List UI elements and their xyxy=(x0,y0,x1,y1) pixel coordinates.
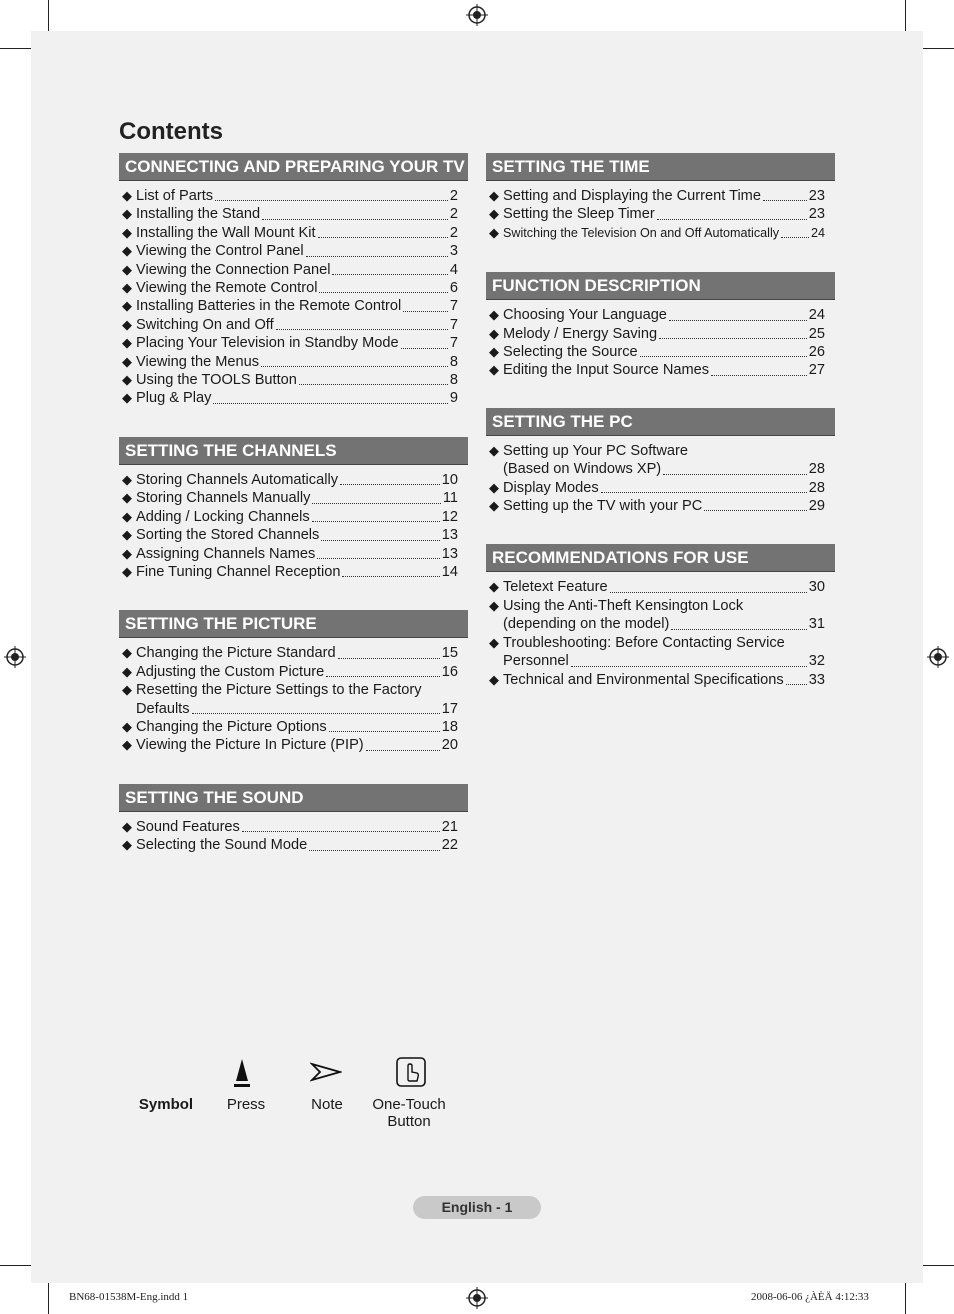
toc-page-number: 25 xyxy=(808,325,825,342)
dot-leader xyxy=(318,236,448,238)
toc-page-number: 8 xyxy=(449,372,458,389)
diamond-bullet-icon: ◆ xyxy=(122,527,132,543)
toc-entry-text: Viewing the Remote Control xyxy=(136,280,318,297)
toc-entry-line xyxy=(136,489,458,507)
diamond-bullet-icon: ◆ xyxy=(489,479,499,495)
toc-page-number: 29 xyxy=(808,498,825,515)
toc-entry[interactable] xyxy=(122,526,458,544)
toc-page-number: 17 xyxy=(441,700,458,717)
section-items xyxy=(486,572,835,688)
diamond-bullet-icon: ◆ xyxy=(122,243,132,259)
dot-leader xyxy=(669,319,807,321)
toc-section xyxy=(486,272,835,380)
dot-leader xyxy=(663,473,807,475)
toc-entry-text: Sound Features xyxy=(136,818,240,835)
diamond-bullet-icon: ◆ xyxy=(122,837,132,853)
diamond-bullet-icon: ◆ xyxy=(489,325,499,341)
toc-page-number: 3 xyxy=(449,243,458,260)
dot-leader xyxy=(659,337,807,339)
toc-page-number: 32 xyxy=(808,653,825,670)
diamond-bullet-icon: ◆ xyxy=(122,353,132,369)
diamond-bullet-icon: ◆ xyxy=(489,362,499,378)
toc-entry-line xyxy=(503,460,825,478)
dot-leader xyxy=(601,491,807,493)
toc-page-number: 13 xyxy=(441,545,458,562)
diamond-bullet-icon: ◆ xyxy=(489,498,499,514)
dot-leader xyxy=(340,483,440,485)
dot-leader xyxy=(403,310,448,312)
section-heading: SETTING THE SOUND xyxy=(119,784,468,812)
dot-leader xyxy=(640,355,807,357)
one-touch-label xyxy=(366,1096,452,1130)
diamond-bullet-icon: ◆ xyxy=(122,508,132,524)
toc-page-number: 23 xyxy=(808,206,825,223)
diamond-bullet-icon: ◆ xyxy=(122,316,132,332)
toc-entry[interactable] xyxy=(122,818,458,836)
toc-entry-line xyxy=(136,242,458,260)
toc-entry[interactable] xyxy=(122,205,458,223)
toc-entry[interactable] xyxy=(122,644,458,662)
toc-entry-text: Personnel xyxy=(503,653,569,670)
dot-leader xyxy=(276,328,448,330)
diamond-bullet-icon: ◆ xyxy=(122,718,132,734)
registration-mark-icon xyxy=(927,646,949,668)
toc-entry-text: Troubleshooting: Before Contacting Service xyxy=(503,634,785,651)
toc-entry-line xyxy=(503,205,825,223)
toc-page-number: 7 xyxy=(449,298,458,315)
toc-entry-line xyxy=(136,353,458,371)
dot-leader xyxy=(657,218,807,220)
toc-entry-text: Setting the Sleep Timer xyxy=(503,206,655,223)
toc-entry-line xyxy=(136,205,458,223)
toc-entry-line xyxy=(503,343,825,361)
toc-entry-text: Setting and Displaying the Current Time xyxy=(503,188,761,204)
toc-entry-text: (depending on the model) xyxy=(503,616,670,633)
toc-entry[interactable] xyxy=(489,187,825,205)
dot-leader xyxy=(704,509,806,511)
toc-entry[interactable] xyxy=(489,479,825,497)
toc-section xyxy=(119,610,468,754)
toc-entry[interactable] xyxy=(122,836,458,854)
toc-entry-text: Switching On and Off xyxy=(136,316,274,333)
toc-entry-text: Viewing the Menus xyxy=(136,353,260,370)
toc-page-number: 11 xyxy=(442,490,458,507)
section-heading: SETTING THE TIME xyxy=(486,153,835,181)
toc-page-number: 20 xyxy=(441,737,458,754)
diamond-bullet-icon: ◆ xyxy=(489,224,499,240)
toc-entry-text: Installing Batteries in the Remote Control xyxy=(136,298,402,315)
toc-entry-text: Using the TOOLS Button xyxy=(136,372,297,389)
toc-entry[interactable] xyxy=(122,471,458,489)
toc-entry[interactable] xyxy=(122,316,458,334)
toc-entry[interactable] xyxy=(489,325,825,343)
toc-entry-line xyxy=(136,261,458,279)
toc-entry-text: Sorting the Stored Channels xyxy=(136,527,320,544)
toc-entry-text: Plug & Play xyxy=(136,390,212,407)
toc-entry-text: Switching the Television On and Off Automatically xyxy=(503,225,780,240)
toc-entry-text: Placing Your Television in Standby Mode xyxy=(136,335,399,352)
crop-mark xyxy=(905,0,906,31)
section-heading: SETTING THE PICTURE xyxy=(119,610,468,638)
section-items xyxy=(119,812,468,855)
dot-leader xyxy=(401,347,448,349)
registration-mark-icon xyxy=(4,646,26,668)
toc-left-column xyxy=(119,153,468,855)
toc-page-number: 28 xyxy=(808,479,825,496)
toc-entry[interactable] xyxy=(489,306,825,324)
toc-entry[interactable] xyxy=(122,736,458,754)
toc-entry-line xyxy=(503,652,825,670)
toc-entry-line xyxy=(136,389,458,407)
section-items xyxy=(119,465,468,581)
diamond-bullet-icon: ◆ xyxy=(122,298,132,314)
toc-page-number: 26 xyxy=(808,344,825,361)
toc-entry[interactable] xyxy=(122,681,458,718)
toc-page-number: 27 xyxy=(808,362,825,379)
diamond-bullet-icon: ◆ xyxy=(122,563,132,579)
toc-entry[interactable] xyxy=(489,497,825,515)
toc-entry-text: Setting up Your PC Software xyxy=(503,442,688,459)
toc-entry-line xyxy=(503,325,825,343)
diamond-bullet-icon: ◆ xyxy=(122,545,132,561)
diamond-bullet-icon: ◆ xyxy=(122,471,132,487)
toc-page-number: 18 xyxy=(441,718,458,735)
dot-leader xyxy=(261,365,448,367)
toc-right-column xyxy=(486,153,835,689)
dot-leader xyxy=(242,830,440,832)
toc-entry-line xyxy=(136,563,458,581)
diamond-bullet-icon: ◆ xyxy=(122,261,132,277)
toc-entry-text: Assigning Channels Names xyxy=(136,545,316,562)
section-items xyxy=(486,436,835,516)
toc-entry[interactable] xyxy=(122,718,458,736)
toc-page-number: 9 xyxy=(449,390,458,407)
toc-entry[interactable] xyxy=(489,634,825,671)
toc-page-number: 7 xyxy=(449,316,458,333)
toc-entry-text: Fine Tuning Channel Reception xyxy=(136,563,341,580)
toc-entry-line xyxy=(136,316,458,334)
toc-entry-text: Changing the Picture Standard xyxy=(136,645,336,662)
toc-page-number: 14 xyxy=(441,563,458,580)
toc-entry-line xyxy=(136,371,458,389)
toc-page-number: 16 xyxy=(441,663,458,680)
toc-entry[interactable] xyxy=(122,261,458,279)
toc-entry-text: Using the Anti-Theft Kensington Lock xyxy=(503,597,744,614)
toc-entry-line xyxy=(503,361,825,379)
dot-leader xyxy=(213,402,447,404)
toc-entry-text: Setting up the TV with your PC xyxy=(503,498,703,515)
toc-entry-text: Selecting the Sound Mode xyxy=(136,837,308,854)
toc-entry-text: Resetting the Picture Settings to the Factory xyxy=(136,682,422,699)
diamond-bullet-icon: ◆ xyxy=(489,597,499,613)
toc-entry-text: Viewing the Picture In Picture (PIP) xyxy=(136,737,364,754)
toc-entry[interactable] xyxy=(122,224,458,242)
toc-entry-line xyxy=(136,718,458,736)
toc-entry-line xyxy=(136,836,458,854)
toc-entry-text: Technical and Environmental Specifications xyxy=(503,671,784,688)
section-heading: RECOMMENDATIONS FOR USE xyxy=(486,544,835,572)
toc-page-number: 24 xyxy=(808,307,825,324)
diamond-bullet-icon: ◆ xyxy=(489,671,499,687)
toc-entry-line xyxy=(136,471,458,489)
symbol-label: Symbol xyxy=(138,1096,194,1113)
toc-entry-text: Melody / Energy Saving xyxy=(503,325,658,342)
dot-leader xyxy=(671,628,806,630)
section-heading: CONNECTING AND PREPARING YOUR TV xyxy=(119,153,468,181)
toc-entry-line xyxy=(136,681,458,699)
toc-entry[interactable] xyxy=(122,279,458,297)
toc-page-number: 13 xyxy=(441,527,458,544)
toc-entry[interactable] xyxy=(122,334,458,352)
toc-page-number: 12 xyxy=(441,508,458,525)
toc-entry-text: Storing Channels Automatically xyxy=(136,471,338,488)
toc-entry[interactable] xyxy=(489,597,825,634)
registration-mark-icon xyxy=(466,4,488,26)
one-touch-button-icon xyxy=(395,1056,427,1088)
toc-page-number: 2 xyxy=(449,224,458,241)
toc-entry-text: Changing the Picture Options xyxy=(136,718,327,735)
toc-page-number: 10 xyxy=(441,471,458,488)
crop-mark xyxy=(905,1283,906,1314)
crop-mark xyxy=(48,0,49,31)
diamond-bullet-icon: ◆ xyxy=(489,206,499,222)
diamond-bullet-icon: ◆ xyxy=(489,634,499,650)
toc-page-number: 33 xyxy=(808,671,825,688)
toc-entry[interactable] xyxy=(489,205,825,223)
dot-leader xyxy=(321,539,439,541)
toc-entry[interactable] xyxy=(122,563,458,581)
toc-section xyxy=(486,408,835,516)
toc-entry-text: Viewing the Control Panel xyxy=(136,243,304,260)
toc-entry[interactable] xyxy=(122,545,458,563)
toc-entry[interactable] xyxy=(122,297,458,315)
toc-section xyxy=(486,544,835,688)
dot-leader xyxy=(192,712,440,714)
crop-mark xyxy=(48,1283,49,1314)
dot-leader xyxy=(309,849,440,851)
dot-leader xyxy=(319,291,447,293)
dot-leader xyxy=(317,557,439,559)
diamond-bullet-icon: ◆ xyxy=(122,390,132,406)
toc-entry[interactable] xyxy=(122,353,458,371)
diamond-bullet-icon: ◆ xyxy=(489,579,499,595)
toc-page-number: 28 xyxy=(808,461,825,478)
dot-leader xyxy=(338,657,440,659)
toc-entry[interactable] xyxy=(489,671,825,689)
toc-entry-text: Teletext Feature xyxy=(503,579,608,596)
toc-page-number: 15 xyxy=(441,645,458,662)
toc-page-number: 24 xyxy=(810,225,825,240)
toc-entry-line xyxy=(136,644,458,662)
diamond-bullet-icon: ◆ xyxy=(122,737,132,753)
toc-entry-line xyxy=(136,187,458,205)
toc-page-number: 31 xyxy=(808,616,825,633)
toc-page-number: 23 xyxy=(808,188,825,204)
diamond-bullet-icon: ◆ xyxy=(489,307,499,323)
toc-entry[interactable] xyxy=(122,187,458,205)
dot-leader xyxy=(326,675,440,677)
dot-leader xyxy=(299,383,448,385)
section-heading: SETTING THE PC xyxy=(486,408,835,436)
toc-entry[interactable] xyxy=(489,224,825,242)
diamond-bullet-icon: ◆ xyxy=(489,188,499,203)
toc-entry[interactable] xyxy=(122,489,458,507)
diamond-bullet-icon: ◆ xyxy=(489,344,499,360)
press-label: Press xyxy=(226,1096,266,1113)
dot-leader xyxy=(306,255,448,257)
toc-entry-text: Display Modes xyxy=(503,479,599,496)
dot-leader xyxy=(366,749,440,751)
toc-entry-line xyxy=(136,700,458,718)
one-touch-label-line1: One-Touch xyxy=(372,1096,446,1113)
diamond-bullet-icon: ◆ xyxy=(122,663,132,679)
dot-leader xyxy=(763,199,807,201)
section-items xyxy=(119,638,468,754)
section-items xyxy=(119,181,468,408)
diamond-bullet-icon: ◆ xyxy=(122,372,132,388)
toc-entry[interactable] xyxy=(489,442,825,479)
toc-entry-line xyxy=(136,663,458,681)
diamond-bullet-icon: ◆ xyxy=(122,682,132,698)
crop-mark xyxy=(923,48,954,49)
toc-entry-text: Viewing the Connection Panel xyxy=(136,261,331,278)
toc-entry-line xyxy=(136,736,458,754)
toc-page-number: 8 xyxy=(449,353,458,370)
toc-entry-text: Editing the Input Source Names xyxy=(503,362,710,379)
toc-section xyxy=(486,153,835,242)
toc-entry[interactable] xyxy=(122,389,458,407)
toc-entry-text: Adjusting the Custom Picture xyxy=(136,663,325,680)
toc-entry-line xyxy=(136,508,458,526)
toc-entry-text: Installing the Wall Mount Kit xyxy=(136,224,316,241)
toc-entry-line xyxy=(503,442,825,460)
dot-leader xyxy=(610,591,807,593)
diamond-bullet-icon: ◆ xyxy=(122,188,132,203)
toc-entry-line xyxy=(503,671,825,689)
toc-section xyxy=(119,437,468,581)
registration-mark-icon xyxy=(466,1287,488,1309)
toc-section xyxy=(119,784,468,855)
crop-mark xyxy=(0,1265,31,1266)
dot-leader xyxy=(711,374,807,376)
crop-mark xyxy=(923,1265,954,1266)
toc-entry[interactable] xyxy=(122,508,458,526)
toc-page-number: 4 xyxy=(449,261,458,278)
toc-entry-line xyxy=(503,497,825,515)
toc-entry-text: Choosing Your Language xyxy=(503,307,667,324)
toc-entry-text: Adding / Locking Channels xyxy=(136,508,310,525)
dot-leader xyxy=(786,683,807,685)
toc-entry-line xyxy=(503,306,825,324)
toc-entry-text: Installing the Stand xyxy=(136,206,261,223)
toc-entry-line xyxy=(136,297,458,315)
toc-entry-line xyxy=(136,279,458,297)
dot-leader xyxy=(571,665,807,667)
toc-page-number: 6 xyxy=(449,280,458,297)
toc-page-number: 2 xyxy=(449,188,458,204)
toc-entry-line xyxy=(503,597,825,615)
toc-page-number: 22 xyxy=(441,837,458,854)
toc-page-number: 7 xyxy=(449,335,458,352)
dot-leader xyxy=(262,218,448,220)
note-label: Note xyxy=(311,1096,343,1113)
toc-entry-text: (Based on Windows XP) xyxy=(503,461,662,478)
diamond-bullet-icon: ◆ xyxy=(122,206,132,222)
toc-page-number: 21 xyxy=(441,818,458,835)
toc-page-number: 2 xyxy=(449,206,458,223)
section-items xyxy=(486,181,835,242)
diamond-bullet-icon: ◆ xyxy=(122,490,132,506)
slug-left: BN68-01538M-Eng.indd 1 xyxy=(69,1291,189,1303)
toc-entry[interactable] xyxy=(489,343,825,361)
toc-entry[interactable] xyxy=(122,242,458,260)
dot-leader xyxy=(781,236,809,238)
toc-entry[interactable] xyxy=(122,371,458,389)
toc-entry-line xyxy=(136,545,458,563)
diamond-bullet-icon: ◆ xyxy=(122,280,132,296)
dot-leader xyxy=(342,575,439,577)
toc-entry-text: Defaults xyxy=(136,700,190,717)
toc-entry-line xyxy=(503,578,825,596)
toc-page-number: 30 xyxy=(808,579,825,596)
toc-entry-line xyxy=(503,187,825,205)
page-number-badge: English - 1 xyxy=(413,1196,541,1219)
toc-section xyxy=(119,153,468,408)
section-heading: FUNCTION DESCRIPTION xyxy=(486,272,835,300)
toc-entry-line xyxy=(503,479,825,497)
toc-entry[interactable] xyxy=(489,578,825,596)
dot-leader xyxy=(312,502,440,504)
section-heading: SETTING THE CHANNELS xyxy=(119,437,468,465)
toc-entry-line xyxy=(136,334,458,352)
diamond-bullet-icon: ◆ xyxy=(122,818,132,834)
dot-leader xyxy=(329,730,440,732)
dot-leader xyxy=(312,520,440,522)
diamond-bullet-icon: ◆ xyxy=(122,645,132,661)
press-icon xyxy=(230,1057,254,1091)
toc-entry-line xyxy=(136,818,458,836)
diamond-bullet-icon: ◆ xyxy=(489,442,499,458)
toc-entry-line xyxy=(136,224,458,242)
slug-right: 2008-06-06 ¿ÀÈÄ 4:12:33 xyxy=(751,1291,869,1303)
diamond-bullet-icon: ◆ xyxy=(122,224,132,240)
dot-leader xyxy=(332,273,447,275)
diamond-bullet-icon: ◆ xyxy=(122,335,132,351)
section-items xyxy=(486,300,835,380)
toc-entry-line xyxy=(503,615,825,633)
toc-entry-line xyxy=(503,634,825,652)
toc-entry[interactable] xyxy=(489,361,825,379)
toc-entry[interactable] xyxy=(122,663,458,681)
toc-entry-text: List of Parts xyxy=(136,188,214,204)
note-icon xyxy=(310,1062,342,1082)
crop-mark xyxy=(0,48,31,49)
dot-leader xyxy=(215,199,448,201)
toc-entry-line xyxy=(503,224,825,242)
one-touch-label-line2: Button xyxy=(387,1113,431,1130)
toc-entry-line xyxy=(136,526,458,544)
toc-entry-text: Storing Channels Manually xyxy=(136,490,311,507)
page-title: Contents xyxy=(119,118,223,145)
toc-entry-text: Selecting the Source xyxy=(503,344,638,361)
